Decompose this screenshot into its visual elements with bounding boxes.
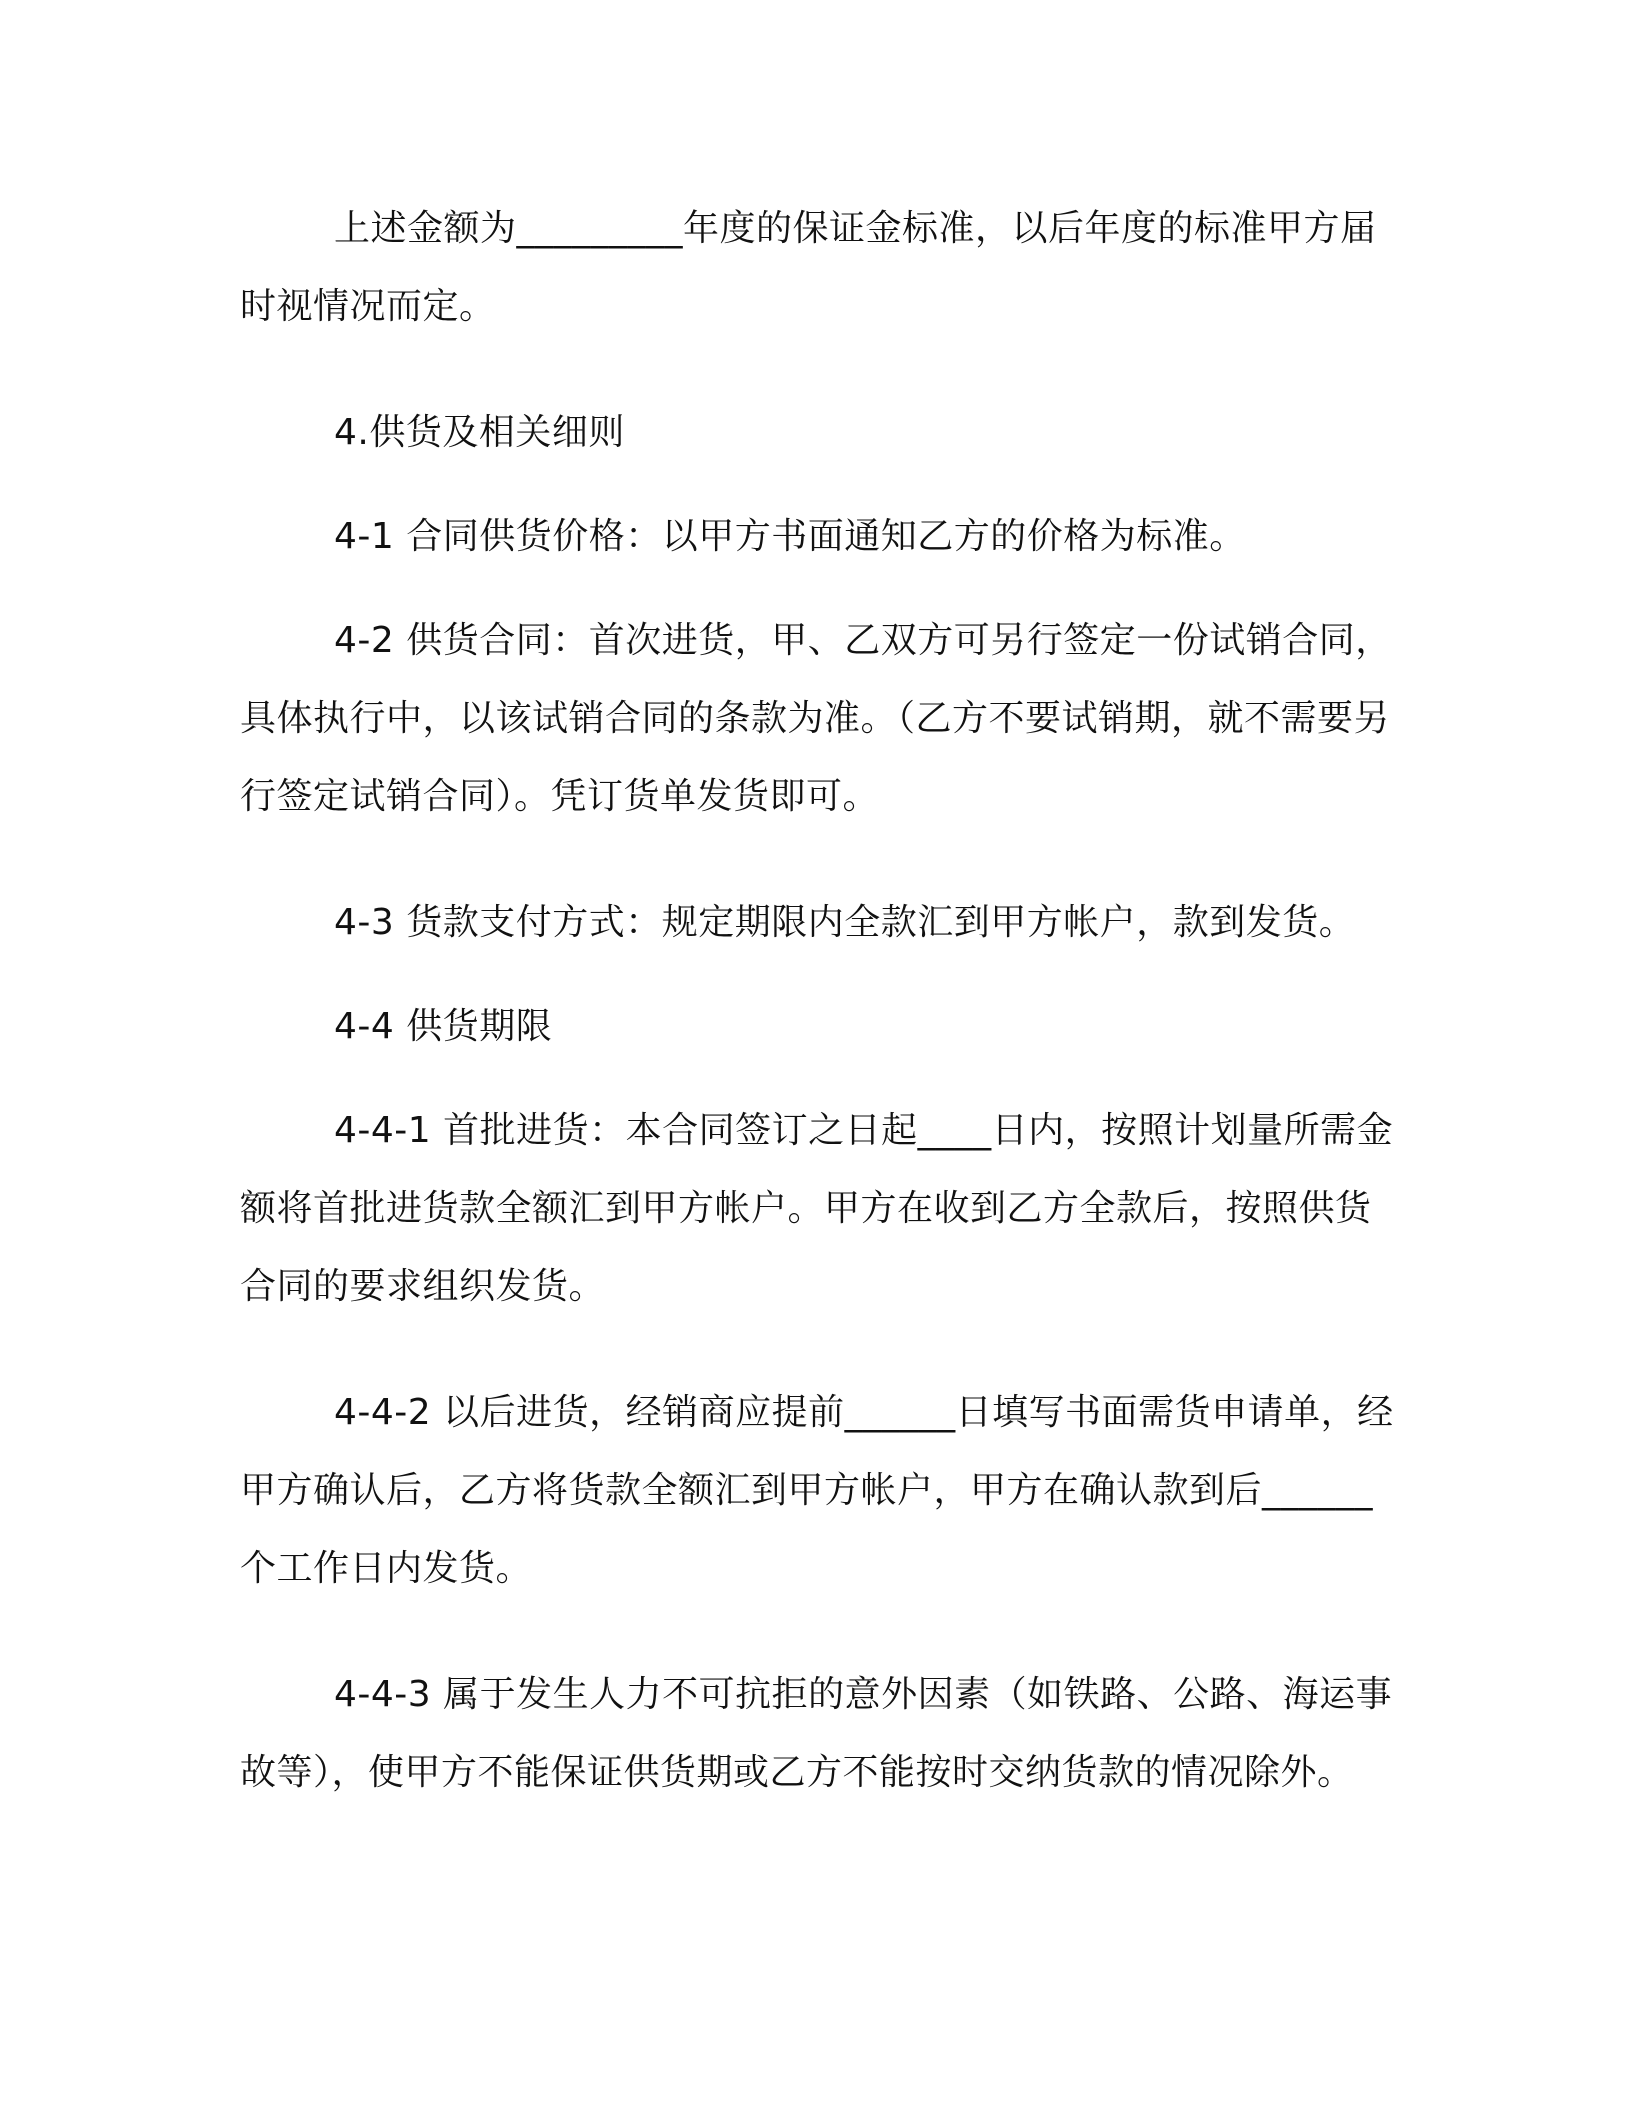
paragraph-4-3-payment: 4-3 货款支付方式：规定期限内全款汇到甲方帐户，款到发货。 [334,902,1356,943]
paragraph-4-4-2-later-orders: 4-4-2 以后进货，经销商应提前______日填写书面需货申请单，经甲方确认后，乙方将货款全额汇到甲方帐户，甲方在确认款到后______个工作日内发货。 [240,1392,1394,1589]
paragraph-4-4-3-force-majeure: 4-4-3 属于发生人力不可抗拒的意外因素（如铁路、公路、海运事故等），使甲方不能保证供货期或乙方不能按时交纳货款的情况除外。 [240,1674,1393,1793]
paragraph-4-4-1-first-order: 4-4-1 首批进货：本合同签订之日起____日内，按照计划量所需金额将首批进货款全额汇到甲方帐户。甲方在收到乙方全款后，按照供货合同的要求组织发货。 [240,1110,1394,1307]
section-heading-supply-rules: 4.供货及相关细则 [334,412,625,453]
document-body [240,190,1400,1860]
paragraph-4-2-supply-contract: 4-2 供货合同：首次进货，甲、乙双方可另行签定一份试销合同，具体执行中，以该试销合同的条款为准。（乙方不要试销期，就不需要另行签定试销合同）。凭订货单发货即可。 [240,620,1392,817]
paragraph-deposit-standard: 上述金额为_________年度的保证金标准，以后年度的标准甲方届时视情况而定。 [240,208,1377,327]
paragraph-4-4-supply-period: 4-4 供货期限 [334,1006,553,1047]
paragraph-4-1-price: 4-1 合同供货价格：以甲方书面通知乙方的价格为标准。 [334,516,1246,557]
